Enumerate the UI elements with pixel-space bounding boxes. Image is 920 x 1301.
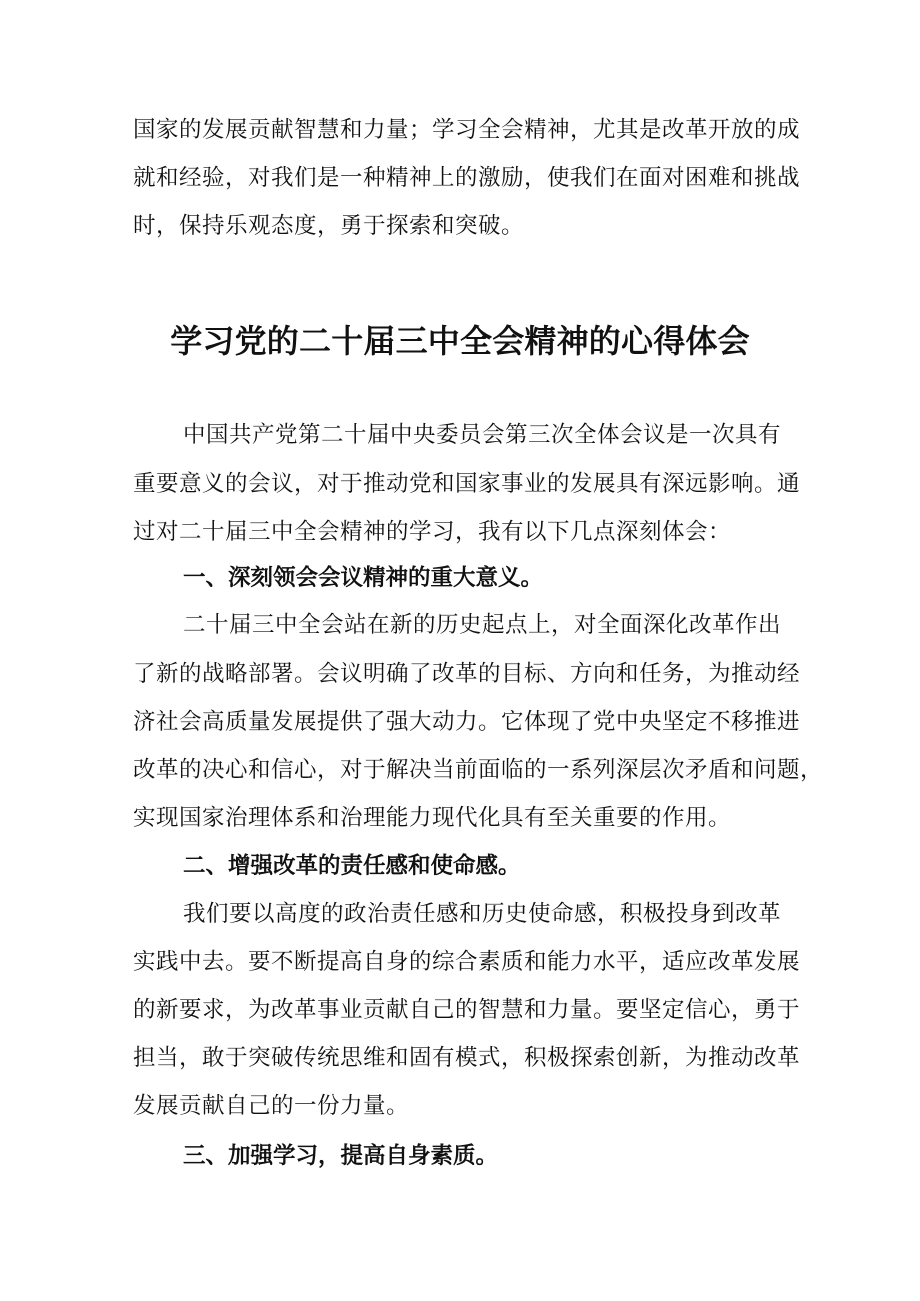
page-title: 学习党的二十届三中全会精神的心得体会 — [170, 322, 750, 360]
intro-line-2: 就和经验，对我们是一种精神上的激励，使我们在面对困难和挑战 — [133, 165, 801, 191]
section-2-line-4: 担当，敢于突破传统思维和固有模式，积极探索创新，为推动改革 — [133, 1045, 801, 1071]
section-1-line-2: 了新的战略部署。会议明确了改革的目标、方向和任务，为推动经 — [133, 661, 801, 687]
section-2-heading: 二、增强改革的责任感和使命感。 — [183, 853, 521, 879]
section-1-line-4: 改革的决心和信心，对于解决当前面临的一系列深层次矛盾和问题， — [133, 757, 824, 783]
opening-line-1: 中国共产党第二十届中央委员会第三次全体会议是一次具有 — [183, 422, 782, 448]
intro-line-1: 国家的发展贡献智慧和力量；学习全会精神，尤其是改革开放的成 — [133, 117, 801, 143]
section-1-line-5: 实现国家治理体系和治理能力现代化具有至关重要的作用。 — [133, 805, 732, 831]
opening-line-2: 重要意义的会议，对于推动党和国家事业的发展具有深远影响。通 — [133, 471, 801, 497]
section-2-line-3: 的新要求，为改革事业贡献自己的智慧和力量。要坚定信心，勇于 — [133, 997, 801, 1023]
intro-line-3: 时，保持乐观态度，勇于探索和突破。 — [133, 213, 525, 239]
section-1-heading: 一、深刻领会会议精神的重大意义。 — [183, 565, 544, 591]
section-3-heading: 三、加强学习，提高自身素质。 — [183, 1143, 499, 1169]
section-2-line-5: 发展贡献自己的一份力量。 — [133, 1093, 410, 1119]
section-2-line-1: 我们要以高度的政治责任感和历史使命感，积极投身到改革 — [183, 901, 782, 927]
section-1-line-3: 济社会高质量发展提供了强大动力。它体现了党中央坚定不移推进 — [133, 709, 801, 735]
opening-line-3: 过对二十届三中全会精神的学习，我有以下几点深刻体会： — [133, 519, 732, 545]
section-1-line-1: 二十届三中全会站在新的历史起点上，对全面深化改革作出 — [183, 612, 782, 638]
section-2-line-2: 实践中去。要不断提高自身的综合素质和能力水平，适应改革发展 — [133, 949, 801, 975]
